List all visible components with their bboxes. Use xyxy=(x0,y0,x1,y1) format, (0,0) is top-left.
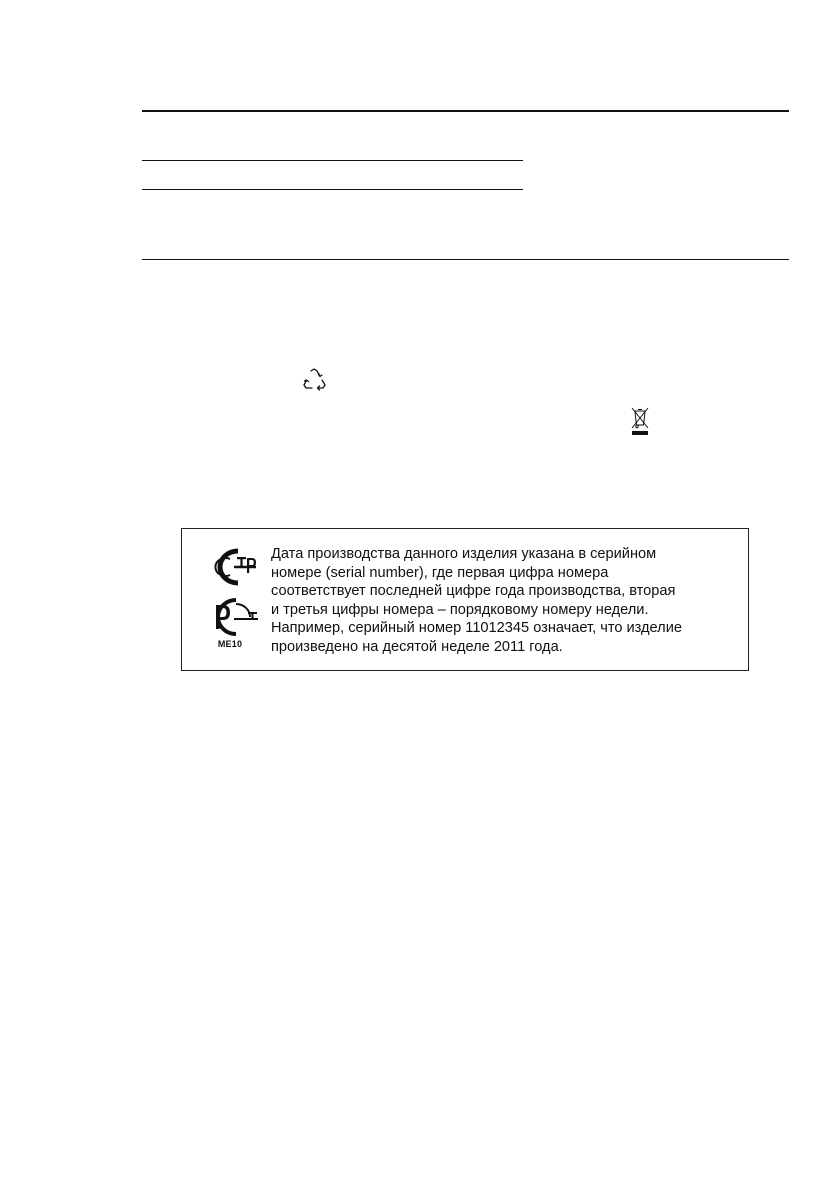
header-table-divider xyxy=(142,160,523,161)
manufacturing-date-notice xyxy=(181,528,749,671)
notice-line: произведено на десятой неделе 2011 года. xyxy=(271,638,563,655)
recycle-icon xyxy=(301,367,327,393)
header-table xyxy=(142,110,789,260)
notice-line: Дата производства данного изделия указана в серийном xyxy=(271,546,657,562)
certification-marks xyxy=(204,545,260,657)
crossed-out-wheelie-bin-icon xyxy=(630,407,650,437)
rst-certification-mark xyxy=(204,595,260,639)
notice-line: номере (serial number), где первая цифра номера xyxy=(271,564,609,581)
notice-line: соответствует последней цифре года производства, вторая xyxy=(271,583,676,600)
manufacturing-date-text xyxy=(271,545,741,657)
header-table-divider xyxy=(142,189,523,190)
certification-code: ME10 xyxy=(217,639,243,649)
notice-line: и третья цифры номера – порядковому номеру недели. xyxy=(271,601,649,618)
eac-tr-certification-mark xyxy=(204,545,260,589)
notice-line: Например, серийный номер 11012345 означает, что изделие xyxy=(271,620,682,637)
